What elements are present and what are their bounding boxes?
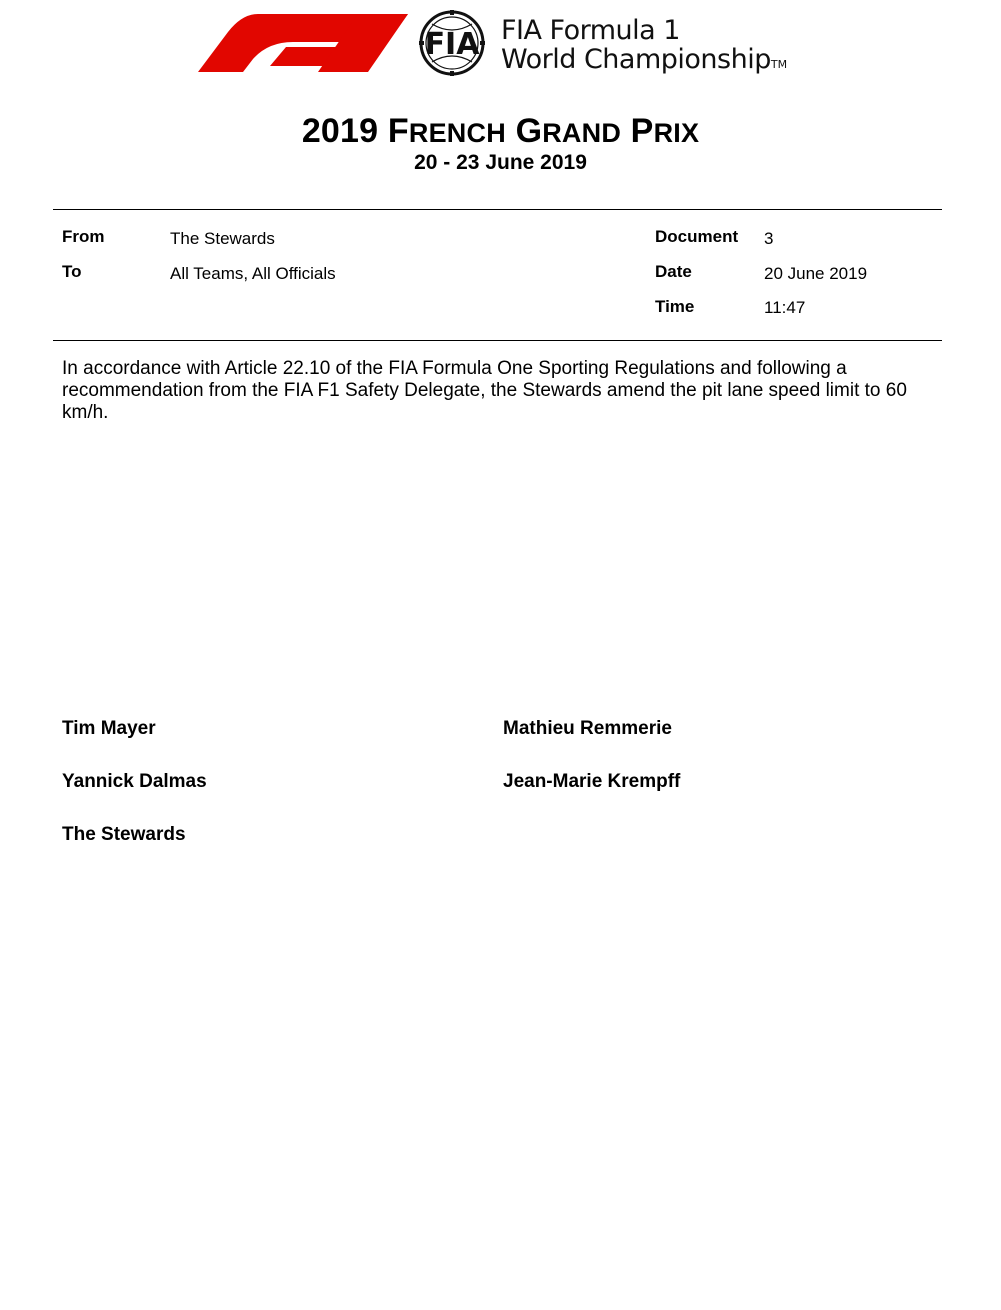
logo-line-2: World Championship [501,44,771,75]
time-label: Time [655,297,695,316]
date-label: Date [655,262,692,281]
trademark: TM [770,58,788,71]
signatory-name: Tim Mayer [62,718,156,739]
document-value: 3 [764,229,774,248]
to-value: All Teams, All Officials [170,264,336,283]
decision-text: In accordance with Article 22.10 of the FIA Formula One Sporting Regulations and following a recommendation from the FIA F1 Safety Delegate, the Stewards amend the pit lane speed limit to 60 km/h. [62,358,907,423]
fia-f1-logo [198,10,818,76]
date-value: 20 June 2019 [764,264,868,283]
to-label: To [62,262,82,281]
signatory-name: Yannick Dalmas [62,771,207,792]
signatory-name: Jean-Marie Krempff [503,771,681,792]
signatory-title: The Stewards [62,824,186,845]
event-title: 2019 FRENCH GRAND PRIX [301,112,700,150]
time-value: 11:47 [764,298,806,317]
logo-wordmark [501,16,787,79]
logo-line-1: FIA Formula 1 [501,15,680,46]
document-label: Document [655,227,739,246]
event-dates: 20 - 23 June 2019 [414,151,587,174]
divider-top [53,209,942,210]
from-value: The Stewards [170,229,275,248]
fia-badge-icon [406,10,498,76]
divider-bottom [53,340,942,341]
from-label: From [62,227,105,246]
f1-logo-icon [198,14,408,72]
svg-text:FIA: FIA [424,27,480,62]
signatory-name: Mathieu Remmerie [503,718,672,739]
